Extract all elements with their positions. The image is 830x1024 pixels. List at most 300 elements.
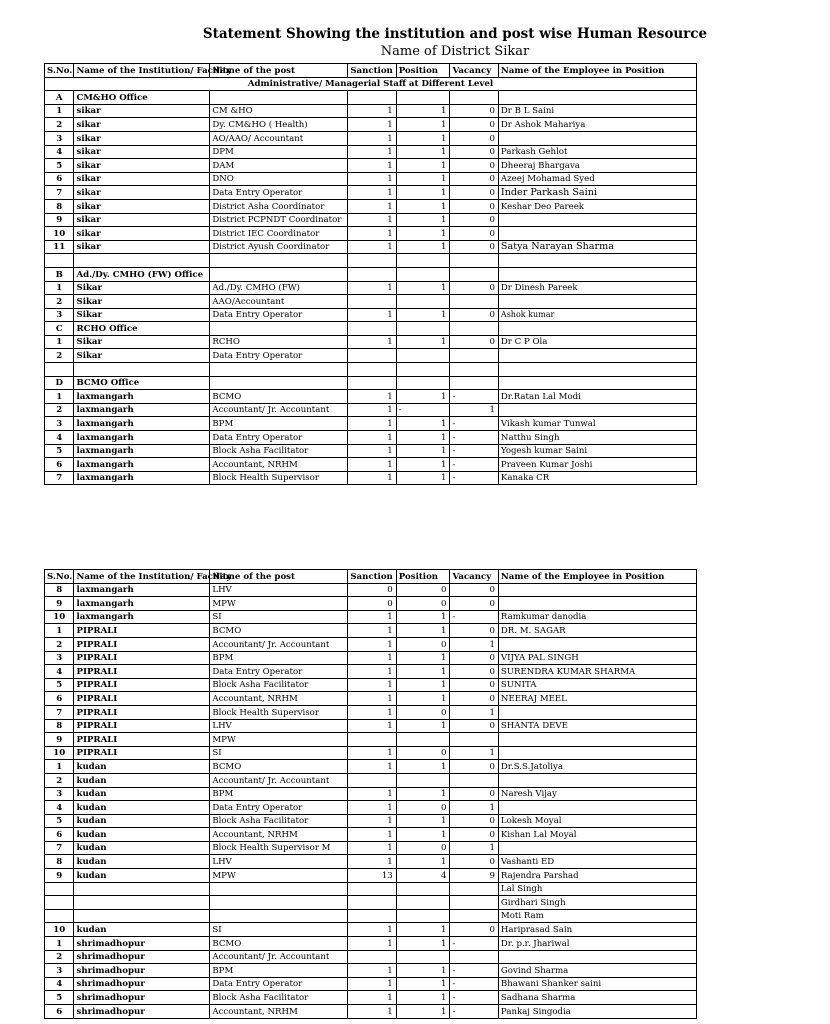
position-count: 1 [396, 213, 450, 227]
sanction-count: 1 [348, 431, 396, 445]
section-title: CM&HO Office [74, 91, 210, 105]
table-row-continuation [45, 882, 697, 896]
post-name: District Asha Coordinator [210, 199, 348, 213]
position-count [396, 773, 450, 787]
institution-name: Sikar [74, 308, 210, 322]
sanction-count: 1 [348, 977, 396, 991]
employee-name [498, 705, 696, 719]
empty-cell [210, 909, 348, 923]
header-row [45, 64, 697, 78]
sanction-count: 1 [348, 444, 396, 458]
position-count: 1 [396, 227, 450, 241]
institution-name: sikar [74, 159, 210, 173]
position-count [396, 349, 450, 363]
table-row [45, 583, 697, 597]
serial-number: 1 [45, 937, 74, 951]
blank-row [45, 363, 697, 377]
position-count: 1 [396, 923, 450, 937]
serial-number: 3 [45, 417, 74, 431]
table-row [45, 828, 697, 842]
empty-cell [396, 882, 450, 896]
table-row [45, 159, 697, 173]
serial-number: 4 [45, 431, 74, 445]
vacancy-count: 0 [450, 131, 498, 145]
serial-number: 1 [45, 281, 74, 295]
table-row [45, 335, 697, 349]
table-row [45, 597, 697, 611]
sanction-count: 1 [348, 403, 396, 417]
institution-name: Sikar [74, 295, 210, 309]
empty-cell [45, 363, 74, 377]
serial-number: 10 [45, 923, 74, 937]
employee-name: Dr.S.S.Jatoliya [498, 760, 696, 774]
post-name: Block Asha Facilitator [210, 814, 348, 828]
serial-number: 6 [45, 172, 74, 186]
position-count: 0 [396, 841, 450, 855]
institution-name: PIPRALI [74, 733, 210, 747]
section-row [45, 267, 697, 281]
table-row [45, 349, 697, 363]
serial-number: 1 [45, 390, 74, 404]
table-row [45, 471, 697, 485]
position-count: 0 [396, 597, 450, 611]
header-sno: S.No. [45, 570, 74, 584]
vacancy-count: - [450, 991, 498, 1005]
serial-number: 7 [45, 471, 74, 485]
empty-cell [396, 909, 450, 923]
institution-name: laxmangarh [74, 471, 210, 485]
table-row [45, 869, 697, 883]
serial-number: 3 [45, 787, 74, 801]
employee-name: SHANTA DEVE [498, 719, 696, 733]
employee-name: Satya Narayan Sharma [498, 240, 696, 254]
header-sanction: Sanction [348, 64, 396, 78]
position-count: 1 [396, 678, 450, 692]
position-count: 1 [396, 444, 450, 458]
employee-name: Natthu Singh [498, 431, 696, 445]
vacancy-count: 0 [450, 624, 498, 638]
employee-name: Vikash kumar Tunwal [498, 417, 696, 431]
position-count: 1 [396, 131, 450, 145]
section-row [45, 322, 697, 336]
empty-cell [348, 363, 396, 377]
vacancy-count: 0 [450, 118, 498, 132]
table-row [45, 841, 697, 855]
vacancy-count: 0 [450, 281, 498, 295]
vacancy-count: 0 [450, 583, 498, 597]
serial-number: 5 [45, 678, 74, 692]
sanction-count: 1 [348, 145, 396, 159]
sanction-count: 1 [348, 610, 396, 624]
institution-name: sikar [74, 131, 210, 145]
vacancy-count: - [450, 964, 498, 978]
post-name: Accountant/ Jr. Accountant [210, 950, 348, 964]
table-row [45, 651, 697, 665]
vacancy-count: 0 [450, 104, 498, 118]
employee-name: Lokesh Moyal [498, 814, 696, 828]
vacancy-count: - [450, 390, 498, 404]
employee-name [498, 746, 696, 760]
table-row [45, 417, 697, 431]
position-count: 1 [396, 471, 450, 485]
empty-cell [396, 267, 450, 281]
employee-name: Dheeraj Bhargava [498, 159, 696, 173]
institution-name: sikar [74, 213, 210, 227]
table-row [45, 937, 697, 951]
institution-name: shrimadhopur [74, 964, 210, 978]
institution-name: kudan [74, 923, 210, 937]
vacancy-count: 1 [450, 637, 498, 651]
empty-cell [348, 91, 396, 105]
sanction-count: 1 [348, 719, 396, 733]
table-row [45, 145, 697, 159]
sanction-count: 1 [348, 308, 396, 322]
employee-name: Girdhari Singh [498, 896, 696, 910]
serial-number: 6 [45, 828, 74, 842]
institution-name: sikar [74, 118, 210, 132]
sanction-count: 1 [348, 651, 396, 665]
sanction-count: 1 [348, 159, 396, 173]
employee-name [498, 583, 696, 597]
empty-cell [498, 376, 696, 390]
sanction-count: 1 [348, 104, 396, 118]
institution-name: PIPRALI [74, 746, 210, 760]
institution-name: PIPRALI [74, 665, 210, 679]
vacancy-count: 9 [450, 869, 498, 883]
serial-number: 1 [45, 335, 74, 349]
sanction-count: 13 [348, 869, 396, 883]
empty-cell [450, 882, 498, 896]
empty-cell [45, 254, 74, 268]
sanction-count: 1 [348, 240, 396, 254]
sanction-count [348, 349, 396, 363]
employee-name [498, 131, 696, 145]
empty-cell [348, 896, 396, 910]
serial-number: 5 [45, 814, 74, 828]
table-row [45, 977, 697, 991]
serial-number: 1 [45, 760, 74, 774]
position-count: 1 [396, 159, 450, 173]
serial-number: 8 [45, 855, 74, 869]
sanction-count [348, 950, 396, 964]
serial-number: 4 [45, 977, 74, 991]
post-name: Accountant, NRHM [210, 1005, 348, 1019]
serial-number: 8 [45, 199, 74, 213]
post-name: LHV [210, 583, 348, 597]
employee-name: Dr B L Saini [498, 104, 696, 118]
institution-name: PIPRALI [74, 705, 210, 719]
table-row [45, 624, 697, 638]
table-row [45, 746, 697, 760]
serial-number: 3 [45, 964, 74, 978]
serial-number: 11 [45, 240, 74, 254]
institution-name: laxmangarh [74, 390, 210, 404]
vacancy-count: 1 [450, 801, 498, 815]
employee-name [498, 295, 696, 309]
employee-name: Dr Ashok Mahariya [498, 118, 696, 132]
vacancy-count [450, 733, 498, 747]
vacancy-count: 0 [450, 719, 498, 733]
header-sno: S.No. [45, 64, 74, 78]
employee-name: Moti Ram [498, 909, 696, 923]
employee-name [498, 637, 696, 651]
table-row [45, 104, 697, 118]
empty-cell [210, 882, 348, 896]
serial-number: 7 [45, 705, 74, 719]
empty-cell [498, 254, 696, 268]
institution-name: laxmangarh [74, 431, 210, 445]
post-name: BPM [210, 787, 348, 801]
vacancy-count: 0 [450, 308, 498, 322]
institution-name: Sikar [74, 349, 210, 363]
post-name: BPM [210, 964, 348, 978]
position-count: 0 [396, 746, 450, 760]
post-name: RCHO [210, 335, 348, 349]
serial-number: 8 [45, 583, 74, 597]
empty-cell [396, 376, 450, 390]
table-row [45, 172, 697, 186]
position-count: 0 [396, 583, 450, 597]
sanction-count: 0 [348, 583, 396, 597]
vacancy-count: 0 [450, 145, 498, 159]
post-name: BCMO [210, 390, 348, 404]
employee-name: VIJYA PAL SINGH [498, 651, 696, 665]
position-count: 1 [396, 991, 450, 1005]
sanction-count: 1 [348, 637, 396, 651]
serial-number: 2 [45, 773, 74, 787]
vacancy-count: - [450, 937, 498, 951]
table-row [45, 131, 697, 145]
institution-name: sikar [74, 172, 210, 186]
employee-name: Ramkumar danodia [498, 610, 696, 624]
vacancy-count [450, 950, 498, 964]
table-row [45, 719, 697, 733]
document-subtitle: Name of District Sikar [380, 44, 530, 59]
header-row [45, 570, 697, 584]
section-letter: C [45, 322, 74, 336]
position-count: 1 [396, 760, 450, 774]
vacancy-count: 1 [450, 403, 498, 417]
sanction-count [348, 295, 396, 309]
institution-name: laxmangarh [74, 403, 210, 417]
employee-name: Rajendra Parshad [498, 869, 696, 883]
serial-number: 8 [45, 719, 74, 733]
institution-name: laxmangarh [74, 583, 210, 597]
table-row [45, 444, 697, 458]
institution-name: kudan [74, 855, 210, 869]
header-institution: Name of the Institution/ Facility [74, 570, 210, 584]
empty-cell [396, 322, 450, 336]
sanction-count: 1 [348, 199, 396, 213]
empty-cell [210, 363, 348, 377]
sanction-count: 1 [348, 678, 396, 692]
position-count: 1 [396, 977, 450, 991]
post-name: District Ayush Coordinator [210, 240, 348, 254]
post-name: Data Entry Operator [210, 308, 348, 322]
position-count: 1 [396, 665, 450, 679]
sanction-count: 1 [348, 624, 396, 638]
post-name: SI [210, 610, 348, 624]
serial-number: 10 [45, 610, 74, 624]
sanction-count: 1 [348, 923, 396, 937]
position-count: 1 [396, 199, 450, 213]
position-count: 0 [396, 705, 450, 719]
empty-cell [210, 376, 348, 390]
post-name: MPW [210, 869, 348, 883]
vacancy-count: 1 [450, 705, 498, 719]
position-count: 0 [396, 801, 450, 815]
sanction-count: 1 [348, 814, 396, 828]
post-name: Accountant, NRHM [210, 692, 348, 706]
vacancy-count [450, 349, 498, 363]
sanction-count: 1 [348, 227, 396, 241]
sanction-count: 1 [348, 417, 396, 431]
vacancy-count [450, 773, 498, 787]
employee-name: Lal Singh [498, 882, 696, 896]
empty-cell [450, 896, 498, 910]
employee-name: Keshar Deo Pareek [498, 199, 696, 213]
empty-cell [450, 91, 498, 105]
empty-cell [450, 254, 498, 268]
employee-name: Dr.Ratan Lal Modi [498, 390, 696, 404]
empty-cell [348, 376, 396, 390]
vacancy-count: 0 [450, 597, 498, 611]
position-count [396, 295, 450, 309]
empty-cell [348, 882, 396, 896]
vacancy-count: - [450, 444, 498, 458]
employee-name: SUNITA [498, 678, 696, 692]
vacancy-count: - [450, 977, 498, 991]
institution-name: shrimadhopur [74, 1005, 210, 1019]
position-count: 1 [396, 104, 450, 118]
post-name: Block Health Supervisor [210, 705, 348, 719]
table-row [45, 186, 697, 200]
employee-name [498, 841, 696, 855]
position-count: 1 [396, 281, 450, 295]
post-name: Data Entry Operator [210, 801, 348, 815]
header-position: Position [396, 64, 450, 78]
employee-name: Dr Dinesh Pareek [498, 281, 696, 295]
vacancy-count: 0 [450, 651, 498, 665]
institution-name: sikar [74, 240, 210, 254]
position-count: 1 [396, 308, 450, 322]
sanction-count: 1 [348, 692, 396, 706]
post-name: DNO [210, 172, 348, 186]
vacancy-count: 0 [450, 855, 498, 869]
post-name: AAO/Accountant [210, 295, 348, 309]
serial-number: 10 [45, 227, 74, 241]
table-row [45, 295, 697, 309]
sanction-count: 1 [348, 841, 396, 855]
post-name: Block Health Supervisor [210, 471, 348, 485]
table-row [45, 923, 697, 937]
serial-number: 4 [45, 801, 74, 815]
vacancy-count: 0 [450, 335, 498, 349]
section-title: RCHO Office [74, 322, 210, 336]
employee-name [498, 801, 696, 815]
table-row [45, 787, 697, 801]
vacancy-count: 0 [450, 186, 498, 200]
vacancy-count: 0 [450, 665, 498, 679]
empty-cell [396, 363, 450, 377]
post-name: Data Entry Operator [210, 431, 348, 445]
vacancy-count: 1 [450, 746, 498, 760]
post-name: SI [210, 923, 348, 937]
serial-number: 9 [45, 733, 74, 747]
empty-cell [74, 363, 210, 377]
post-name: LHV [210, 855, 348, 869]
empty-cell [450, 376, 498, 390]
institution-name: shrimadhopur [74, 937, 210, 951]
employee-name: Hariprasad Sain [498, 923, 696, 937]
table-row [45, 692, 697, 706]
position-count: 1 [396, 787, 450, 801]
sanction-count: 1 [348, 801, 396, 815]
vacancy-count: 0 [450, 923, 498, 937]
serial-number: 6 [45, 692, 74, 706]
position-count [396, 733, 450, 747]
vacancy-count: 0 [450, 814, 498, 828]
post-name: DPM [210, 145, 348, 159]
serial-number: 7 [45, 841, 74, 855]
table-row [45, 991, 697, 1005]
section-title: Ad./Dy. CMHO (FW) Office [74, 267, 210, 281]
position-count: 1 [396, 186, 450, 200]
section-letter: A [45, 91, 74, 105]
sanction-count: 1 [348, 471, 396, 485]
institution-name: laxmangarh [74, 458, 210, 472]
serial-number: 5 [45, 991, 74, 1005]
position-count: 1 [396, 1005, 450, 1019]
vacancy-count: 0 [450, 828, 498, 842]
table-row [45, 227, 697, 241]
employee-name: Vashanti ED [498, 855, 696, 869]
table-row [45, 733, 697, 747]
serial-number: 6 [45, 1005, 74, 1019]
post-name: Data Entry Operator [210, 349, 348, 363]
empty-cell [45, 896, 74, 910]
post-name: DAM [210, 159, 348, 173]
post-name: Block Health Supervisor M [210, 841, 348, 855]
serial-number: 6 [45, 458, 74, 472]
post-name: Data Entry Operator [210, 186, 348, 200]
empty-cell [74, 254, 210, 268]
section-letter: D [45, 376, 74, 390]
sanction-count: 1 [348, 787, 396, 801]
empty-cell [348, 267, 396, 281]
position-count: 1 [396, 828, 450, 842]
vacancy-count: - [450, 471, 498, 485]
post-name: Block Asha Facilitator [210, 444, 348, 458]
sanction-count: 1 [348, 746, 396, 760]
header-institution: Name of the Institution/ Facility [74, 64, 210, 78]
band-row [45, 77, 697, 91]
employee-name [498, 349, 696, 363]
table-row [45, 964, 697, 978]
institution-name: shrimadhopur [74, 950, 210, 964]
empty-cell [210, 91, 348, 105]
position-count: 1 [396, 651, 450, 665]
serial-number: 2 [45, 637, 74, 651]
institution-name: PIPRALI [74, 651, 210, 665]
post-name: Accountant, NRHM [210, 828, 348, 842]
employee-name: Kanaka CR [498, 471, 696, 485]
institution-name: laxmangarh [74, 610, 210, 624]
position-count: 1 [396, 610, 450, 624]
position-count [396, 950, 450, 964]
table-row [45, 950, 697, 964]
employee-name: Kishan Lal Moyal [498, 828, 696, 842]
